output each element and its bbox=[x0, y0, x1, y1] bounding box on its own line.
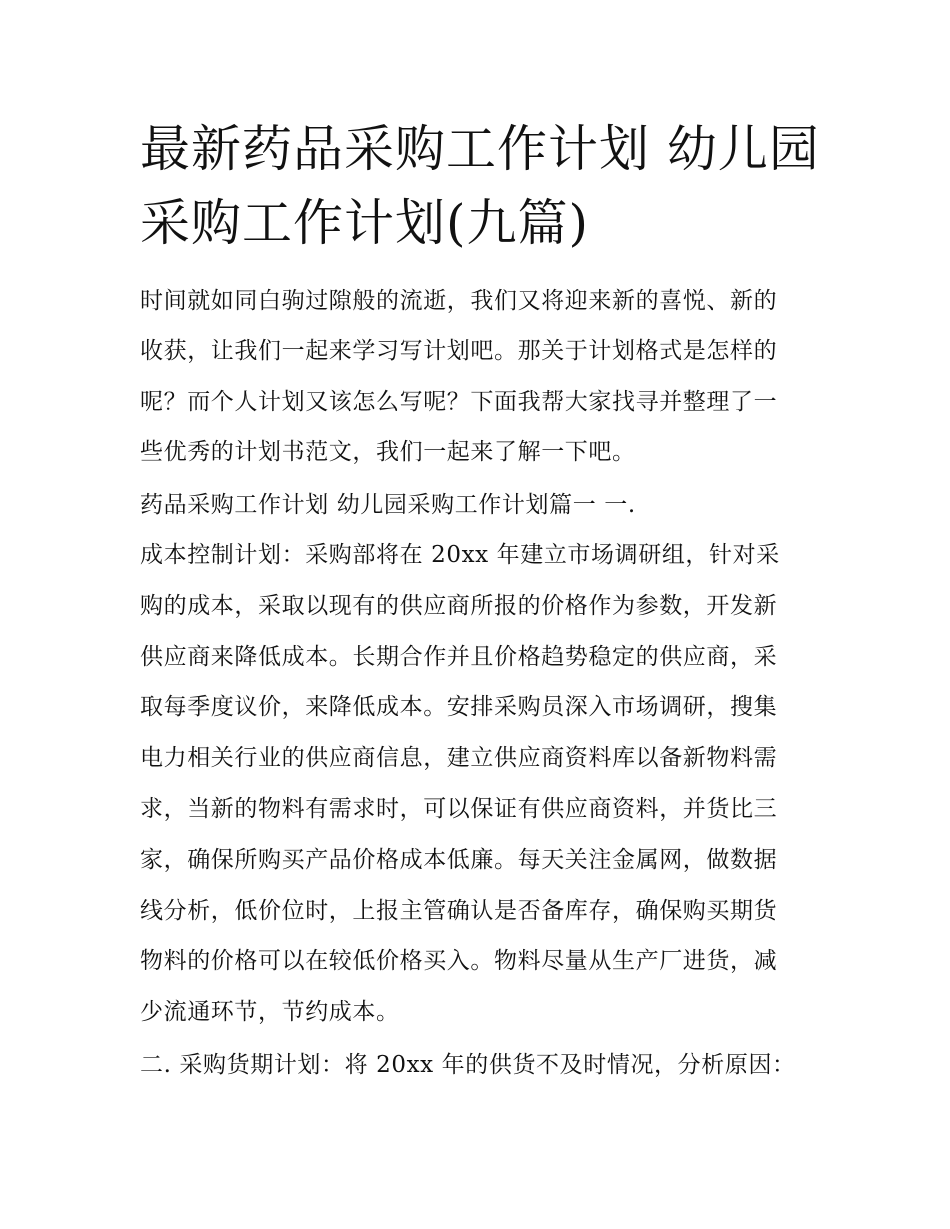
paragraph-line: 收获，让我们一起来学习写计划吧。那关于计划格式是怎样的 bbox=[140, 338, 778, 364]
document-title bbox=[140, 112, 820, 260]
paragraph-line: 取每季度议价，来降低成本。安排采购员深入市场调研，搜集 bbox=[140, 694, 778, 720]
paragraph-line: 少流通环节，节约成本。 bbox=[140, 999, 400, 1025]
paragraph-line: 些优秀的计划书范文，我们一起来了解一下吧。 bbox=[140, 439, 636, 465]
section-heading: 二. 采购货期计划：将 20xx 年的供货不及时情况，分析原因： bbox=[140, 1052, 796, 1078]
paragraph-line: 物料的价格可以在较低价格买入。物料尽量从生产厂进货，减 bbox=[140, 948, 778, 974]
section-heading: 药品采购工作计划 幼儿园采购工作计划篇一 一. bbox=[140, 492, 636, 518]
paragraph-line: 供应商来降低成本。长期合作并且价格趋势稳定的供应商，采 bbox=[140, 644, 778, 670]
paragraph-line: 线分析，低价位时，上报主管确认是否备库存，确保购买期货 bbox=[140, 898, 778, 924]
title-line-2: 采购工作计划(九篇) bbox=[140, 194, 590, 252]
paragraph-line: 电力相关行业的供应商信息，建立供应商资料库以备新物料需 bbox=[140, 745, 778, 771]
paragraph-line: 求，当新的物料有需求时，可以保证有供应商资料，并货比三 bbox=[140, 796, 778, 822]
title-line-1: 最新药品采购工作计划 幼儿园 bbox=[140, 120, 820, 178]
paragraph-line: 时间就如同白驹过隙般的流逝，我们又将迎来新的喜悦、新的 bbox=[140, 288, 778, 314]
paragraph-line: 购的成本，采取以现有的供应商所报的价格作为参数，开发新 bbox=[140, 593, 778, 619]
paragraph-line: 家，确保所购买产品价格成本低廉。每天关注金属网，做数据 bbox=[140, 847, 778, 873]
paragraph-line: 成本控制计划：采购部将在 20xx 年建立市场调研组，针对采 bbox=[140, 542, 780, 568]
paragraph-line: 呢？而个人计划又该怎么写呢？下面我帮大家找寻并整理了一 bbox=[140, 389, 778, 415]
